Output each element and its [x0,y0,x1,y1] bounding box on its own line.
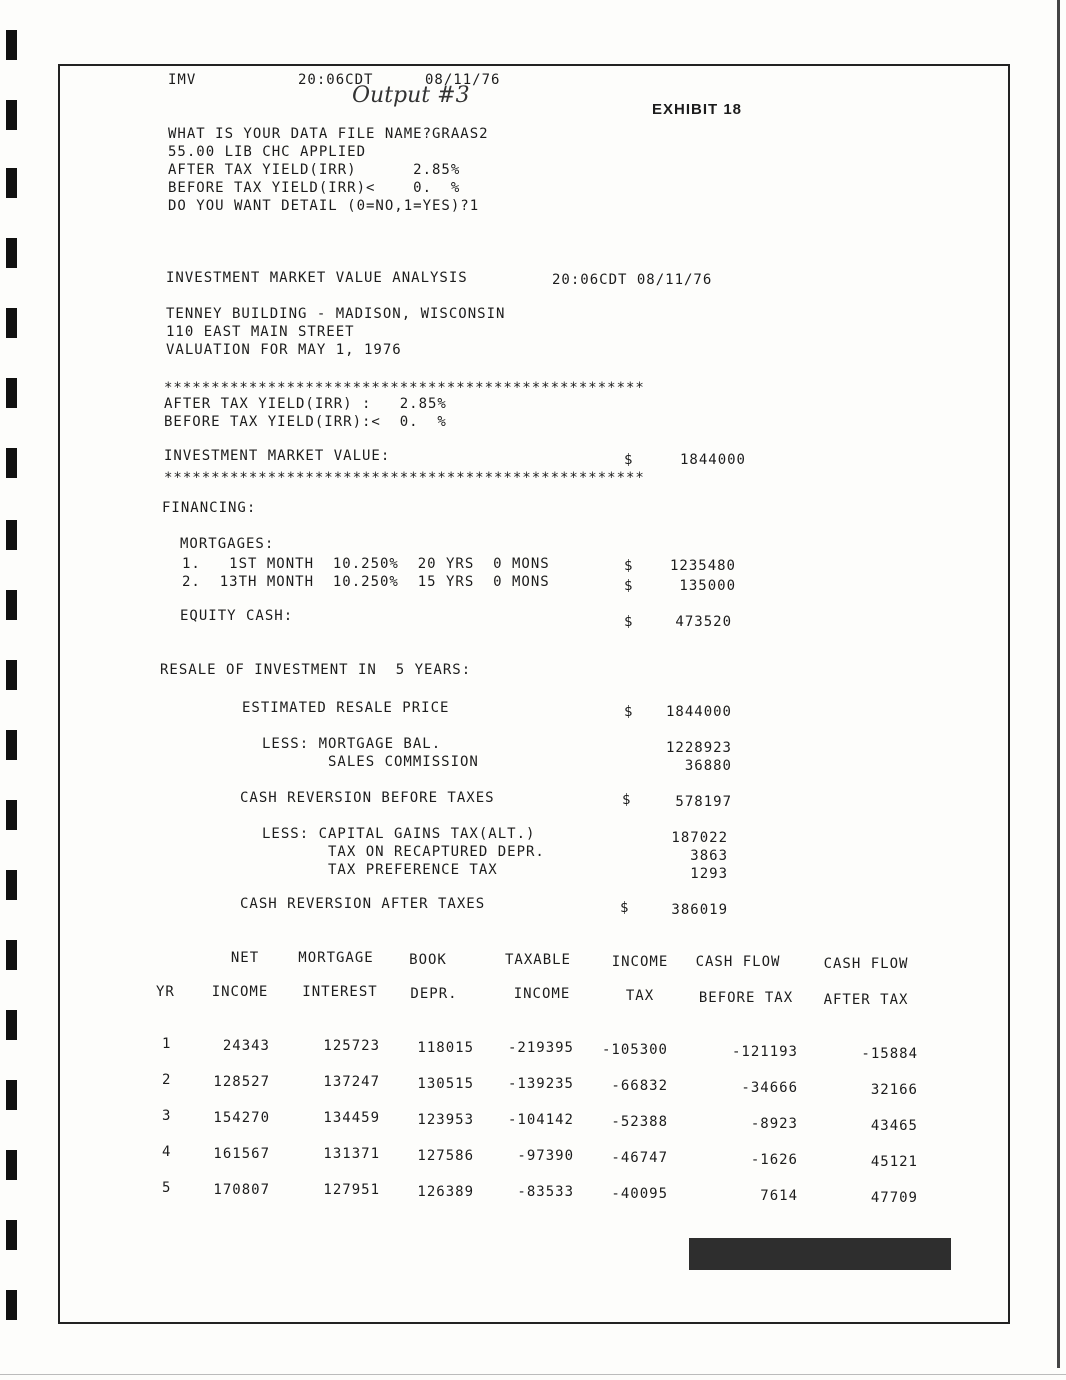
cell-cash-flow-before: -34666 [741,1080,798,1096]
recapture-tax-label: TAX ON RECAPTURED DEPR. [328,844,545,860]
printout-frame [58,64,1010,1324]
property-line: VALUATION FOR MAY 1, 1976 [166,342,402,358]
col-header-income: INCOME [611,954,669,970]
cell-yr: 1 [162,1036,172,1052]
equity-label: EQUITY CASH: [180,608,294,624]
recapture-tax-value: 3863 [690,848,728,864]
less-mortgage-value: 1228923 [665,740,732,756]
cell-yr: 3 [162,1108,172,1124]
col-header-taxable: TAXABLE [504,952,571,968]
equity-dollar: $ [624,614,634,630]
cell-cash-flow-before: -8923 [750,1116,798,1132]
imv-label: INVESTMENT MARKET VALUE: [164,448,391,464]
cell-mortgage-interest: 127951 [323,1182,380,1198]
col-header-income: INCOME [211,984,269,1000]
cell-book-depr: 127586 [417,1148,474,1164]
cell-net-income: 161567 [213,1146,270,1162]
cell-income-tax: -46747 [611,1150,668,1166]
session-line: DO YOU WANT DETAIL (0=NO,1=YES)?1 [168,198,480,214]
col-header-after-tax: AFTER TAX [823,992,909,1008]
col-header-interest: INTEREST [302,984,378,1000]
col-header-tax: TAX [625,988,655,1004]
cash-reversion-before-dollar: $ [622,792,632,808]
col-header-yr: YR [156,984,175,1000]
stars-divider: *************************************************** [164,380,645,396]
mortgages-label: MORTGAGES: [180,536,275,552]
cell-cash-flow-after: 43465 [870,1118,918,1134]
cash-reversion-after-dollar: $ [620,900,630,916]
capital-gains-label: LESS: CAPITAL GAINS TAX(ALT.) [262,826,536,842]
mortgage-line: 2. 13TH MONTH 10.250% 15 YRS 0 MONS [182,574,550,590]
cash-reversion-before-value: 578197 [675,794,732,810]
preference-tax-value: 1293 [690,866,728,882]
cell-mortgage-interest: 137247 [323,1074,380,1090]
col-header-cash-flow: CASH FLOW [695,954,781,970]
cell-cash-flow-after: -15884 [861,1046,918,1062]
cell-income-tax: -66832 [611,1078,668,1094]
property-line: 110 EAST MAIN STREET [166,324,355,340]
cell-income-tax: -52388 [611,1114,668,1130]
less-mortgage-label: LESS: MORTGAGE BAL. [262,736,442,752]
cash-reversion-after-label: CASH REVERSION AFTER TAXES [240,896,486,912]
resale-price-dollar: $ [624,704,634,720]
cell-yr: 2 [162,1072,172,1088]
imv-value: 1844000 [679,452,746,468]
col-header-taxable-income: INCOME [513,986,571,1002]
cash-reversion-before-label: CASH REVERSION BEFORE TAXES [240,790,495,806]
cell-book-depr: 123953 [417,1112,474,1128]
cell-taxable-income: -83533 [517,1184,574,1200]
report-title: INVESTMENT MARKET VALUE ANALYSIS [166,270,468,286]
col-header-cash-flow: CASH FLOW [823,956,909,972]
resale-price-label: ESTIMATED RESALE PRICE [242,700,450,716]
cell-mortgage-interest: 134459 [323,1110,380,1126]
cell-net-income: 24343 [222,1038,270,1054]
cell-cash-flow-after: 32166 [870,1082,918,1098]
session-line: WHAT IS YOUR DATA FILE NAME?GRAAS2 [168,126,489,142]
redaction-stamp [689,1238,951,1270]
cell-income-tax: -40095 [611,1186,668,1202]
equity-value: 473520 [675,614,732,630]
cell-mortgage-interest: 125723 [323,1038,380,1054]
stars-divider: *************************************************** [164,470,645,486]
header-time: 20:06CDT [298,72,374,88]
col-header-mortgage: MORTGAGE [298,950,374,966]
mortgage-amount: 135000 [679,578,736,594]
preference-tax-label: TAX PREFERENCE TAX [328,862,498,878]
sales-commission-value: 36880 [684,758,732,774]
col-header-book: BOOK [409,952,447,968]
cell-mortgage-interest: 131371 [323,1146,380,1162]
tractor-feed-holes [6,0,20,1380]
session-line: 55.00 LIB CHC APPLIED [168,144,367,160]
after-tax-yield: AFTER TAX YIELD(IRR) : 2.85% [164,396,447,412]
mortgage-amount: 1235480 [669,558,736,574]
system-id: IMV [168,72,197,88]
cell-cash-flow-after: 47709 [870,1190,918,1206]
resale-price-value: 1844000 [665,704,732,720]
page-edge-bottom [0,1374,1066,1375]
col-header-net: NET [230,950,260,966]
handwritten-note: Output #3 [352,83,470,108]
cell-cash-flow-before: 7614 [760,1188,798,1204]
before-tax-yield: BEFORE TAX YIELD(IRR):< 0. % [164,414,447,430]
cell-book-depr: 118015 [417,1040,474,1056]
resale-label: RESALE OF INVESTMENT IN 5 YEARS: [160,662,472,678]
exhibit-label: EXHIBIT 18 [652,101,743,118]
cell-cash-flow-before: -121193 [731,1044,798,1060]
cell-taxable-income: -104142 [507,1112,574,1128]
capital-gains-value: 187022 [671,830,728,846]
mortgage-line: 1. 1ST MONTH 10.250% 20 YRS 0 MONS [182,556,550,572]
cell-taxable-income: -219395 [507,1040,574,1056]
property-line: TENNEY BUILDING - MADISON, WISCONSIN [166,306,506,322]
cell-net-income: 170807 [213,1182,270,1198]
cell-taxable-income: -97390 [517,1148,574,1164]
sales-commission-label: SALES COMMISSION [328,754,479,770]
cell-taxable-income: -139235 [507,1076,574,1092]
header-date: 08/11/76 [425,72,501,88]
col-header-depr: DEPR. [410,986,458,1002]
cell-yr: 4 [162,1144,172,1160]
session-line: AFTER TAX YIELD(IRR) 2.85% [168,162,461,178]
cell-yr: 5 [162,1180,172,1196]
col-header-before-tax: BEFORE TAX [698,990,794,1006]
report-timestamp: 20:06CDT 08/11/76 [552,272,713,288]
session-line: BEFORE TAX YIELD(IRR)< 0. % [168,180,461,196]
cell-cash-flow-before: -1626 [750,1152,798,1168]
mortgage-dollar: $ [624,578,634,594]
cash-reversion-after-value: 386019 [671,902,728,918]
financing-label: FINANCING: [162,500,257,516]
cell-net-income: 154270 [213,1110,270,1126]
cell-book-depr: 130515 [417,1076,474,1092]
page-edge [1057,0,1060,1368]
imv-dollar: $ [624,452,634,468]
cell-net-income: 128527 [213,1074,270,1090]
cell-income-tax: -105300 [601,1042,668,1058]
mortgage-dollar: $ [624,558,634,574]
cell-book-depr: 126389 [417,1184,474,1200]
cell-cash-flow-after: 45121 [870,1154,918,1170]
